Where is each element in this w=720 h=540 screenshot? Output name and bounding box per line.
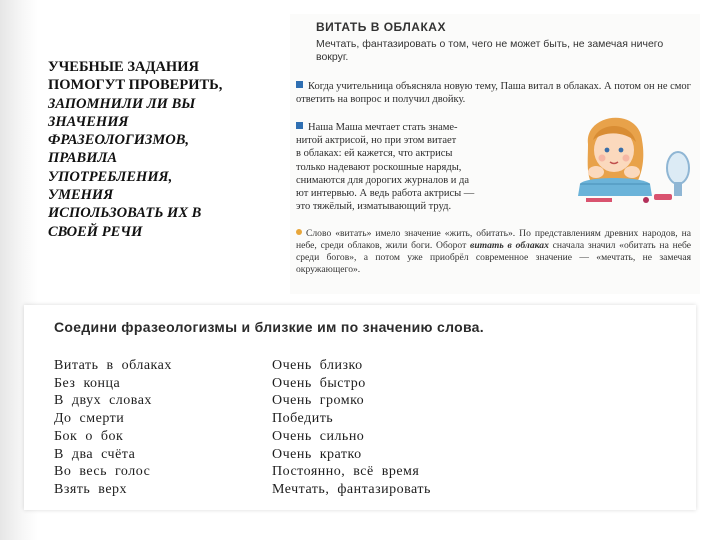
example-line: нитой актрисой, но при этом витает	[296, 135, 457, 147]
side-note-line: УЧЕБНЫЕ ЗАДАНИЯ	[48, 59, 199, 75]
square-bullet-icon	[296, 81, 303, 88]
phrase-item: В два счёта	[54, 446, 136, 462]
idiom-definition: Мечтать, фантазировать о том, чего не может быть, не замечая ничего вокруг.	[316, 38, 664, 63]
word-note-idiom: витать в облаках	[470, 240, 549, 251]
side-note-line: УМЕНИЯ	[48, 187, 114, 204]
meaning-item: Очень сильно	[272, 428, 365, 444]
side-note-line: ЗНАЧЕНИЯ	[48, 113, 129, 130]
side-note-line: ИСПОЛЬЗОВАТЬ ИХ В	[48, 205, 202, 222]
side-note	[48, 58, 278, 241]
side-note-line: УПОТРЕБЛЕНИЯ,	[48, 168, 173, 185]
side-note-line: ЗАПОМНИЛИ ЛИ ВЫ	[48, 95, 196, 112]
side-note-line: ПОМОГУТ ПРОВЕРИТЬ,	[48, 77, 223, 94]
exercise-card	[24, 305, 696, 510]
phrase-item: В двух словах	[54, 393, 152, 409]
dot-bullet-icon	[296, 229, 302, 235]
phrases-column	[54, 357, 172, 499]
phrase-item: До смерти	[54, 411, 125, 427]
girl-with-mirror-illustration	[566, 100, 696, 210]
word-note-part: сначала значил «обитать на небе среди богов», а потом уже приобрёл современное значение — «мечтать, не замечая окружающего».	[296, 240, 691, 275]
meanings-column	[272, 357, 431, 499]
phrase-item: Во весь голос	[54, 464, 151, 480]
side-note-line: ФРАЗЕОЛОГИЗМОВ,	[48, 132, 190, 149]
example-text-1: Когда учительница объясняла новую тему, Паша витал в облаках. А потом он не смог ответить на вопрос и получил двойку.	[296, 81, 691, 105]
example-line: снимаются для дорогих журналов и да	[296, 174, 470, 186]
phrase-item: Бок о бок	[54, 428, 124, 444]
example-paragraph-2	[296, 121, 551, 213]
exercise-title: Соедини фразеологизмы и близкие им по значению слова.	[54, 319, 484, 335]
example-line: это тяжёлый, изматывающий труд.	[296, 201, 452, 213]
idiom-title: ВИТАТЬ В ОБЛАКАХ	[316, 20, 446, 34]
phrase-item: Витать в облаках	[54, 358, 172, 373]
meaning-item: Очень быстро	[272, 375, 366, 391]
meaning-item: Мечтать, фантазировать	[272, 481, 431, 497]
meaning-item: Очень громко	[272, 393, 365, 409]
phrase-item: Без конца	[54, 375, 121, 391]
side-note-line: СВОЕЙ РЕЧИ	[48, 223, 143, 240]
example-line: Наша Маша мечтает стать знаме-	[308, 122, 458, 133]
side-note-line: ПРАВИЛА	[48, 150, 118, 167]
word-origin-note	[296, 228, 691, 276]
example-line: только надевают роскошные наряды,	[296, 161, 462, 173]
word-note-part: Слово «витать» имело значение «жить, обитать». По представлениям древних народов, на небе, среди облаков, жили боги. Оборот	[296, 228, 691, 251]
phrase-item: Взять верх	[54, 481, 128, 497]
meaning-item: Постоянно, всё время	[272, 464, 420, 480]
meaning-item: Очень близко	[272, 358, 363, 373]
meaning-item: Победить	[272, 411, 334, 427]
meaning-item: Очень кратко	[272, 446, 362, 462]
example-line: ют интервью. А ведь работа актрисы —	[296, 188, 475, 200]
square-bullet-icon	[296, 122, 303, 129]
example-line: в облаках: ей кажется, что актрисы	[296, 148, 453, 160]
